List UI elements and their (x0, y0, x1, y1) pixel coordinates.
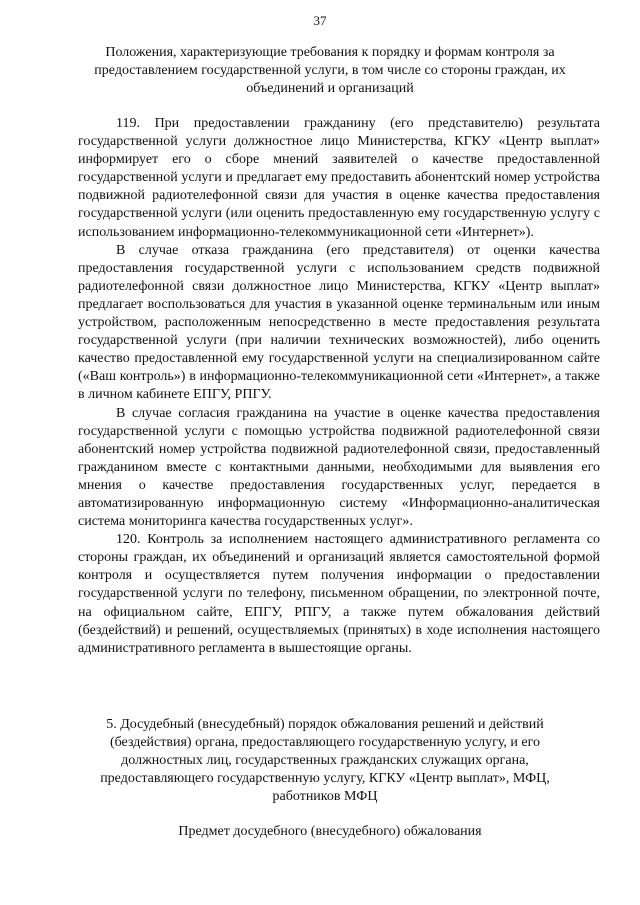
paragraph-119: 119. При предоставлении гражданину (его представителю) результата государственной услуги должностное лицо Министерства, КГКУ «Центр выплат» информирует его о сборе мнений заявителей о качестве предоставленной государственной услуги и предлагает ему предоставить абонентский номер устройства подвижной радиотелефонной связи для участия в оценке качества предоставления государственной услуги (или оценить предоставленную ему государственную услугу с использованием информационно-телекоммуникационной сети «Интернет»). (78, 116, 600, 240)
paragraph-refusal: В случае отказа гражданина (его представителя) от оценки качества предоставления государственной услуги с использованием средств подвижной радиотелефонной связи должностное лицо Министерства, КГКУ «Центр выплат» предлагает воспользоваться для участия в указанной оценке терминальным или иным устройством, расположенным непосредственно в месте предоставления результата государственной услуги (при наличии технических возможностей), либо оценить качество предоставленной ему государственной услуги на специализированном сайте («Ваш контроль») в информационно-телекоммуникационной сети «Интернет», а также в личном кабинете ЕПГУ, РПГУ. (78, 242, 600, 403)
paragraph-consent: В случае согласия гражданина на участие в оценке качества предоставления государственной услуги с помощью устройства подвижной радиотелефонной связи абонентский номер устройства подвижной радиотелефонной связи, предоставленный гражданином вместе с контактными данными, необходимыми для выявления его мнения о качестве предоставления государственных услуг, передается в автоматизированную информационную систему «Информационно-аналитическая система мониторинга качества государственных услуг». (78, 405, 600, 530)
body-text (78, 115, 600, 658)
chapter-heading: 5. Досудебный (внесудебный) порядок обжалования решений и действий (бездействия) органа, предоставляющего государственную услугу, и его должностных лиц, государственных гражданских служащих органа, предоставляющего государственную услугу, КГКУ «Центр выплат», МФЦ, работников МФЦ (100, 717, 550, 804)
section-heading: Положения, характеризующие требования к порядку и формам контроля за предоставлением государственной услуги, в том числе со стороны граждан, их объединений и организаций (94, 45, 566, 96)
page-number: 37 (313, 13, 327, 28)
subheading: Предмет досудебного (внесудебного) обжалования (178, 824, 482, 839)
paragraph-120: 120. Контроль за исполнением настоящего административного регламента со стороны граждан, их объединений и организаций является самостоятельной формой контроля и осуществляется путем получения информации о предоставлении государственной услуги по телефону, письменном обращении, по электронной почте, на официальном сайте, ЕПГУ, РПГУ, а также путем обжалования действий (бездействий) и решений, осуществляемых (принятых) в ходе исполнения настоящего административного регламента в вышестоящие органы. (78, 532, 600, 656)
